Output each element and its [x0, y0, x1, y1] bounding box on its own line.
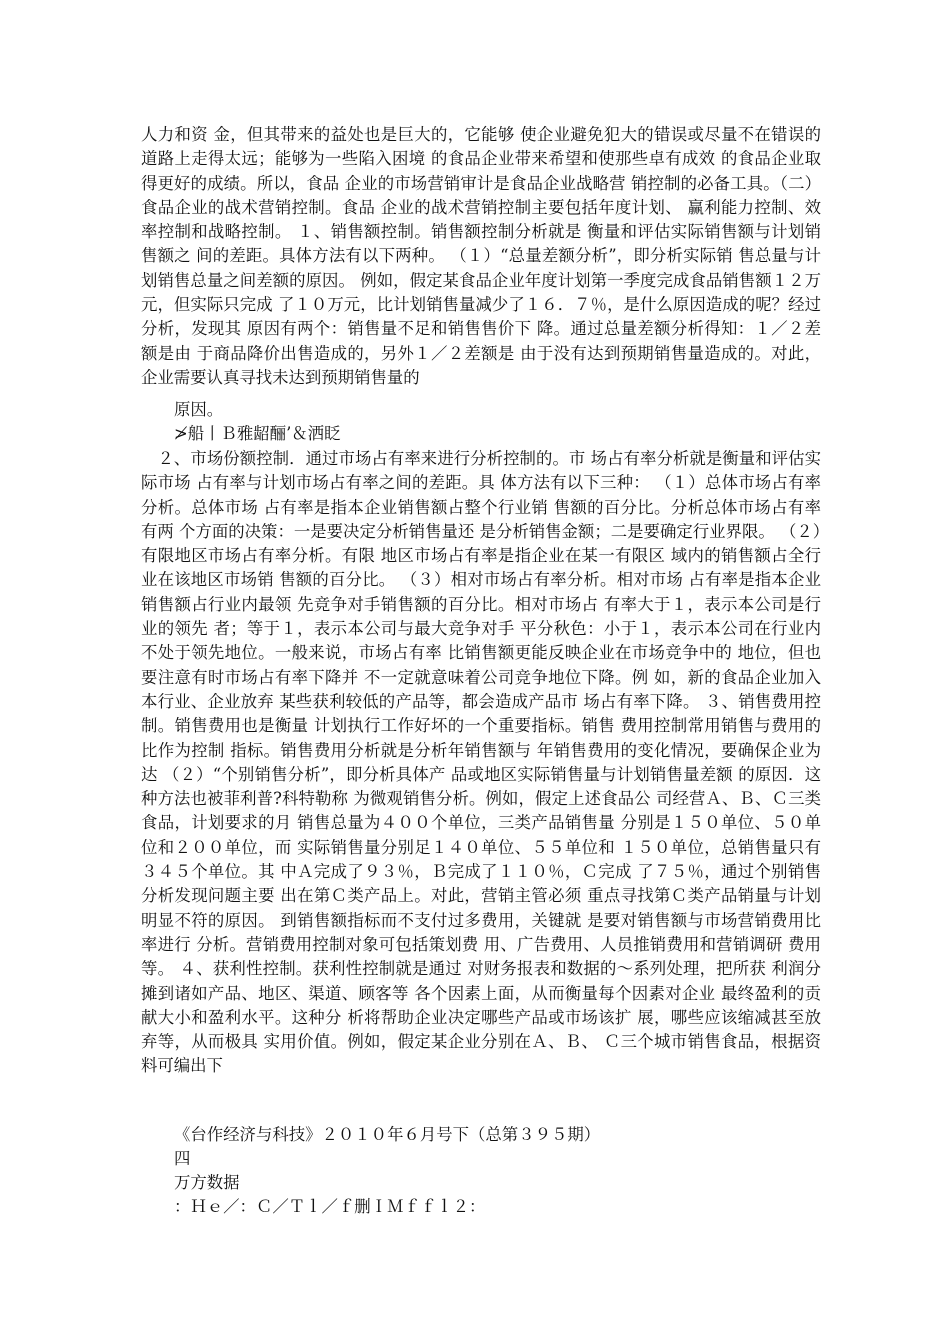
body-paragraph-1: 人力和资 金，但其带来的益处也是巨大的，它能够 使企业避免犯大的错误或尽量不在错误的道路上走得太远；能够为一些陷入困境 的食品企业带来希望和使那些卓有成效 的食品企业取得更好的成绩。所以，食品 企业的市场营销审计是食品企业战略营 销控制的必备工具。（二）食品企业的战术营销控制。食品 企业的战术营销控制主要包括年度计划、 赢利能力控制、效率控制和战略控制。 １、销售额控制。销售额控制分析就是 衡量和评估实际销售额与计划销售额之 间的差距。具体方法有以下两种。 （１）“总量差额分析”，即分析实际销 售总量与计划销售总量之间差额的原因。 例如，假定某食品企业年度计划第一季度完成食品销售额１２万元，但实际只完成 了１０万元，比计划销售量减少了１６．７％，是什么原因造成的呢？经过分析，发现其 原因有两个：销售量不足和销售售价下 降。通过总量差额分析得知：１／２差额是由 于商品降价出售造成的，另外１／２差额是 由于没有达到预期销售量造成的。对此， 企业需要认真寻找未达到预期销售量的	[141, 125, 821, 387]
garbled-footer-line: ：Ｈｅ／：Ｃ／Ｔｌ／ｆ删ＩＭｆｆｌ２：	[174, 1197, 486, 1216]
source-watermark-text: 万方数据	[174, 1173, 240, 1192]
garbled-ocr-line: ≯船丨Ｂ雅龆酾’＆洒眨	[174, 424, 341, 443]
journal-citation: 《台作经济与科技》２０１０年６月号下（总第３９５期）	[174, 1125, 601, 1144]
page-number: 四	[174, 1149, 191, 1168]
continuation-line: 原因。	[174, 400, 224, 419]
body-paragraph-2: ２、市场份额控制．通过市场占有率来进行分析控制的。市 场占有率分析就是衡量和评估实际市场 占有率与计划市场占有率之间的差距。具 体方法有以下三种： （１）总体市场占有率分析。总体市场 占有率是指本企业销售额占整个行业销 售额的百分比。分析总体市场占有率有两 个方面的决策：一是要决定分析销售量还 是分析销售金额；二是要确定行业界限。 （２）有限地区市场占有率分析。有限 地区市场占有率是指企业在某一有限区 域内的销售额占全行业在该地区市场销 售额的百分比。 （３）相对市场占有率分析。相对市场 占有率是指本企业销售额占行业内最领 先竞争对手销售额的百分比。相对市场占 有率大于１，表示本公司是行业的领先 者；等于１，表示本公司与最大竞争对手 平分秋色：小于１，表示本公司在行业内 不处于领先地位。一般来说，市场占有率 比销售额更能反映企业在市场竞争中的 地位，但也要注意有时市场占有率下降并 不一定就意味着公司竞争地位下降。例 如，新的食品企业加入本行业、企业放弃 某些获利较低的产品等，都会造成产品市 场占有率下降。 ３、销售费用控制。销售费用也是衡量 计划执行工作好坏的一个重要指标。销售 费用控制常用销售与费用的比作为控制 指标。销售费用分析就是分析年销售额与 年销售费用的变化情况，要确保企业为达 （２）“个别销售分析”，即分析具体产 品或地区实际销售量与计划销售量差额 的原因．这种方法也被菲利普?科特勒称 为微观销售分析。例如，假定上述食品公 司经营Ａ、Ｂ、Ｃ三类食品，计划要求的月 销售总量为４００个单位，三类产品销售量 分别是１５０单位、５０单位和２００单位，而 实际销售量分别足１４０单位、５５单位和 １５０单位，总销售量只有３４５个单位。其 中Ａ完成了９３％，Ｂ完成了１１０％，Ｃ完成 了７５％，通过个别销售分析发现问题主要 出在第Ｃ类产品上。对此，营销主管必须 重点寻找第Ｃ类产品销量与计划明显不符的原因。 到销售额指标而不支付过多费用，关键就 是要对销售额与市场营销费用比率进行 分析。营销费用控制对象可包括策划费 用、广告费用、人员推销费用和营销调研 费用等。 ４、获利性控制。获利性控制就是通过 对财务报表和数据的～系列处理，把所获 利润分摊到诸如产品、地区、渠道、顾客等 各个因素上面，从而衡量每个因素对企业 最终盈利的贡献大小和盈利水平。这种分 析将帮助企业决定哪些产品或市场该扩 展，哪些应该缩减甚至放弃等，从而极具 实用价值。例如，假定某企业分别在Ａ、Ｂ、 Ｃ三个城市销售食品，根据资料可编出下	[141, 449, 821, 1076]
